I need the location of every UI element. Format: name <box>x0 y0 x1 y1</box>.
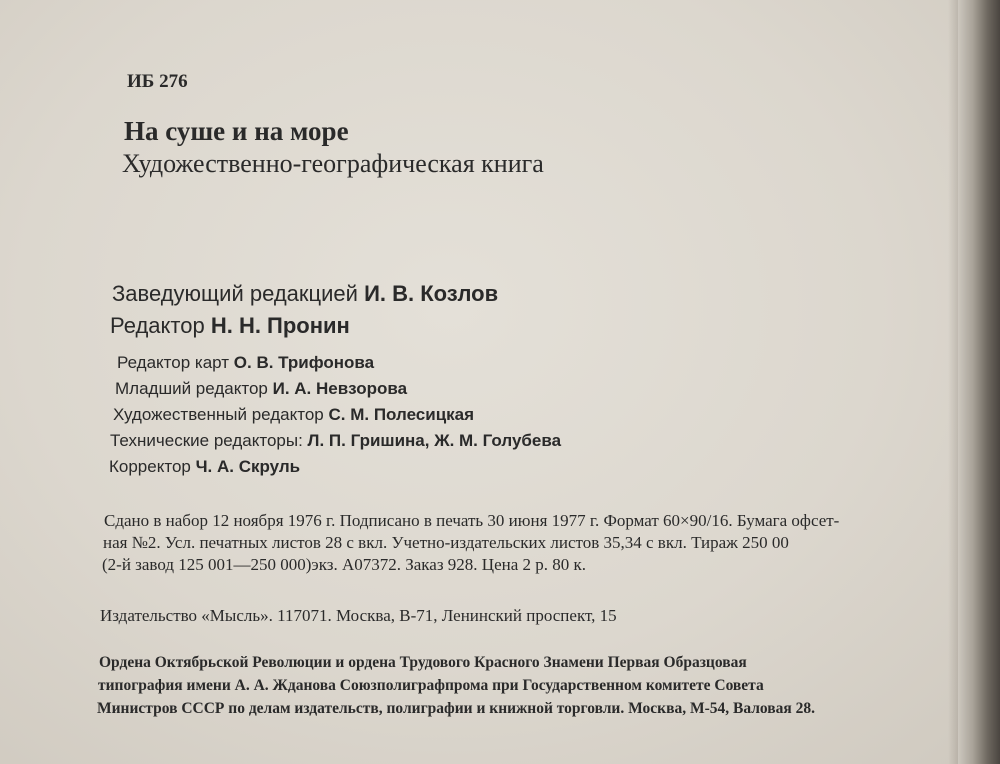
credit-label: Заведующий редакцией <box>112 281 358 306</box>
page-shadow <box>948 0 958 764</box>
credit-name: Л. П. Гришина, Ж. М. Голубева <box>307 431 562 450</box>
credit-label: Редактор карт <box>117 353 230 372</box>
credit-junior-editor <box>115 380 407 397</box>
credit-name: Ч. А. Скруль <box>195 457 301 476</box>
credit-label: Технические редакторы: <box>110 431 303 450</box>
credit-name: И. В. Козлов <box>364 281 499 306</box>
credit-head-editor <box>112 283 498 305</box>
credit-map-editor <box>117 354 374 371</box>
print-info-line: (2-й завод 125 001—250 000)экз. А07372. Заказ 928. Цена 2 р. 80 к. <box>102 555 587 574</box>
credit-art-editor <box>113 406 474 423</box>
printer-line: типография имени А. А. Жданова Союзполиграфпрома при Государственном комитете Совета <box>98 677 764 694</box>
credit-label: Корректор <box>109 457 191 476</box>
credit-editor <box>110 315 350 337</box>
printer-line: Министров СССР по делам издательств, полиграфии и книжной торговли. Москва, М-54, Валовая 28. <box>97 700 816 717</box>
credit-tech-editors <box>110 432 561 449</box>
credit-proofreader <box>109 458 300 475</box>
credit-label: Художественный редактор <box>113 405 324 424</box>
printer-line: Ордена Октябрьской Революции и ордена Трудового Красного Знамени Первая Образцовая <box>99 654 747 671</box>
credit-name: О. В. Трифонова <box>233 353 375 372</box>
publisher-address: Издательство «Мысль». 117071. Москва, В-71, Ленинский проспект, 15 <box>100 606 617 625</box>
book-title: На суше и на море <box>124 116 349 146</box>
book-subtitle: Художественно-географическая книга <box>122 149 544 178</box>
credit-label: Младший редактор <box>115 379 268 398</box>
credit-label: Редактор <box>110 313 205 338</box>
print-info-line: Сдано в набор 12 ноября 1976 г. Подписано в печать 30 июня 1977 г. Формат 60×90/16. Бумага офсет- <box>104 511 840 530</box>
credit-name: Н. Н. Пронин <box>210 313 350 338</box>
ib-number: ИБ 276 <box>127 71 188 92</box>
print-info-line: ная №2. Усл. печатных листов 28 с вкл. Учетно-издательских листов 35,34 с вкл. Тираж 250 00 <box>103 533 789 552</box>
credit-name: И. А. Невзорова <box>272 379 408 398</box>
book-gutter <box>958 0 1000 764</box>
credit-name: С. М. Полесицкая <box>328 405 475 424</box>
